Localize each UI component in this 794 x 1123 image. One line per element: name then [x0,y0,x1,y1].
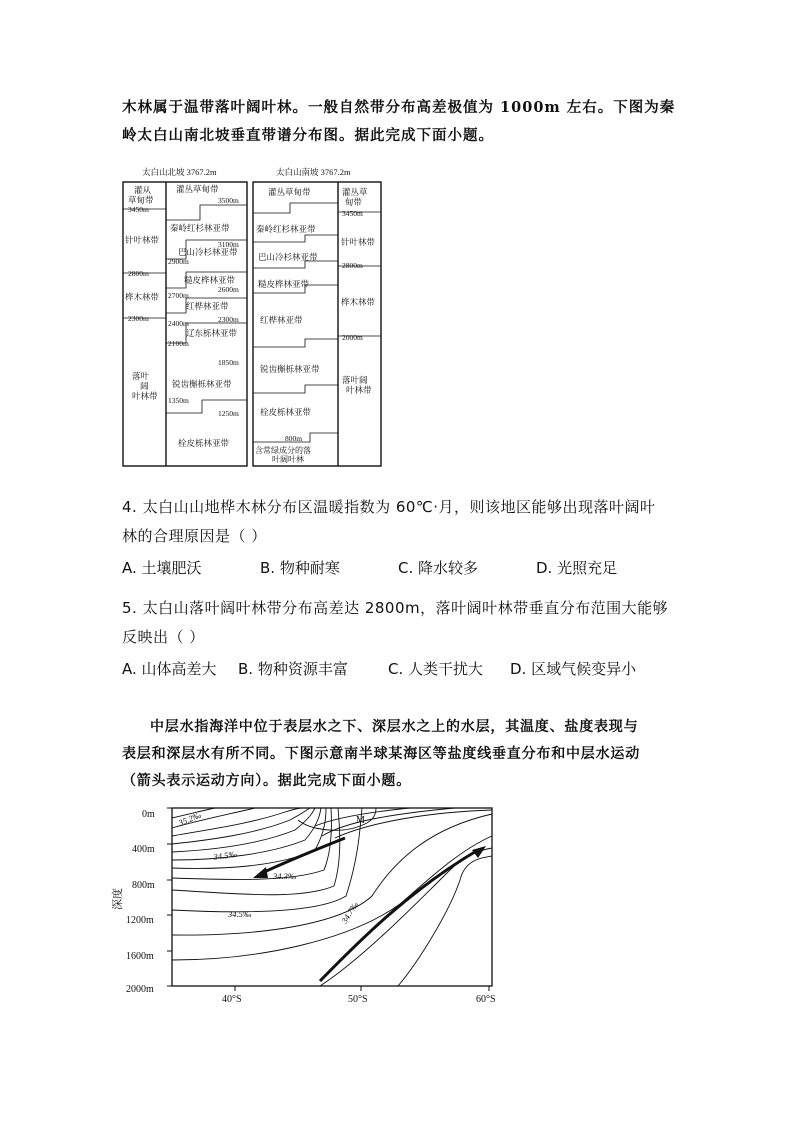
north-belt-label: 针叶林带 [125,235,160,245]
south-subbelt-label: 巴山冷杉林亚带 [258,252,318,262]
south-belt-alt: 2800m [342,261,363,270]
salinity-isoline-figure [110,800,520,1010]
north-belt-alt: 2300m [128,314,149,323]
intro-paragraph-1 [122,94,682,150]
option-b[interactable]: B. 物种资源丰富 [238,660,348,678]
north-subbelt-label: 巴山冷杉林亚带 [178,247,238,257]
south-belt-label: 针叶林带 [341,237,376,247]
isoline-label: 34.5‰ [212,848,238,862]
north-subbelt-label: 辽东栎林亚带 [186,328,238,338]
y-tick-label: 1200m [126,915,154,926]
north-subbelt-alt: 2600m [218,285,239,294]
x-tick-label: 60°S [476,994,496,1005]
intro-line: 表层和深层水有所不同。下图示意南半球某海区等盐度线垂直分布和中层水运动 [122,746,640,762]
y-tick-label: 2000m [126,984,154,995]
south-subbelt-label: 含常绿成分的落 [255,446,311,455]
north-belt-label: 灌从 [134,185,152,195]
x-tick-label: 40°S [222,994,242,1005]
option-d[interactable]: D. 光照充足 [536,559,618,577]
north-subbelt-label: 灌丛草甸带 [176,184,219,194]
intro-line: 岭太白山南北坡垂直带谱分布图。据此完成下面小题。 [122,127,494,144]
question-line: 4. 太白山山地桦木林分布区温暖指数为 60℃·月，则该地区能够出现落叶阔叶 [122,498,656,516]
question-line: 反映出（ ） [122,628,205,646]
question-4 [122,493,682,551]
north-belt-label: 草甸带 [128,195,154,205]
north-belt-label: 落叶 [132,371,150,381]
north-subbelt-label: 锐齿槲栎林亚带 [172,379,232,389]
south-subbelt-label: 糙皮桦林亚带 [258,279,310,289]
north-belt-label: 桦木林带 [125,292,160,302]
north-subbelt-alt: 1850m [218,358,239,367]
south-subbelt-alt: 800m [285,434,303,443]
intro-line: 中层水指海洋中位于表层水之下、深层水之上的水层，其温度、盐度表现与 [150,719,639,735]
north-belt-alt: 3450m [128,205,149,214]
north-subbelt-alt: 2900m [168,257,189,266]
option-c[interactable]: C. 降水较多 [398,559,479,577]
south-subbelt-label: 锐齿槲栎林亚带 [260,364,320,374]
north-belt-label: 阔 [140,381,149,391]
question-5 [122,594,682,652]
intro-line: （箭头表示运动方向）。据此完成下面小题。 [122,773,411,789]
question-4-options [122,557,682,579]
intro-paragraph-2 [122,714,677,795]
intro-line: 木林属于温带落叶阔叶林。一般自然带分布高差极值为 1000m 左右。下图为秦 [122,99,676,116]
option-c[interactable]: C. 人类干扰大 [388,660,484,678]
north-belt-label: 叶林带 [132,391,158,401]
y-axis-label: 深度 [112,888,124,910]
north-subbelt-label: 糙皮桦林亚带 [184,275,236,285]
y-tick-label: 1600m [126,951,154,962]
north-subbelt-alt: 2100m [168,339,189,348]
north-subbelt-alt: 2400m [168,319,189,328]
north-belt-alt: 2800m [128,269,149,278]
question-line: 林的合理原因是（ ） [122,527,267,545]
south-subbelt-label: 灌丛草甸带 [268,187,311,197]
south-subbelt-label: 栓皮栎林亚带 [260,407,312,417]
north-subbelt-alt: 3100m [218,240,239,249]
north-subbelt-alt: 2700m [168,291,189,300]
south-subbelt-label: 秦岭红杉林亚带 [256,224,316,234]
south-subbelt-label: 红桦林亚带 [260,315,303,325]
option-a[interactable]: A. 山体高差大 [122,660,217,678]
y-tick-label: 0m [142,809,155,820]
option-b[interactable]: B. 物种耐寒 [260,559,340,577]
question-line: 5. 太白山落叶阔叶林带分布高差达 2800m，落叶阔叶林带垂直分布范围大能够 [122,599,669,617]
south-belt-label: 灌丛草 [342,187,368,197]
north-subbelt-alt: 2300m [218,315,239,324]
south-belt-alt: 2000m [342,333,363,342]
south-belt-alt: 3450m [342,209,363,218]
north-subbelt-alt: 1250m [218,409,239,418]
south-belt-label: 叶林带 [346,385,372,395]
south-belt-label: 桦木林带 [341,297,376,307]
y-tick-label: 800m [132,880,155,891]
south-slope-title: 太白山南坡 3767.2m [276,167,351,177]
north-subbelt-alt: 1350m [168,396,189,405]
option-a[interactable]: A. 土壤肥沃 [122,559,202,577]
isoline-label: 34.3‰ [273,871,297,881]
north-subbelt-alt: 3500m [218,196,239,205]
option-d[interactable]: D. 区域气候变异小 [510,660,637,678]
point-m-label: M [356,815,365,826]
north-subbelt-label: 栓皮栎林亚带 [178,438,230,448]
south-belt-label: 落叶阔 [342,375,368,385]
question-5-options [122,658,682,680]
south-belt-label: 甸带 [345,197,363,207]
y-tick-label: 400m [132,844,155,855]
isoline-label: 34.7‰ [339,899,361,926]
vegetation-belt-figure [120,165,382,470]
north-subbelt-label: 红桦林亚带 [186,301,229,311]
isoline-label: 34.5‰ [228,909,252,919]
north-slope-title: 太白山北坡 3767.2m [142,167,217,177]
north-subbelt-label: 秦岭红杉林亚带 [170,223,230,233]
x-tick-label: 50°S [348,994,368,1005]
south-subbelt-label: 叶阔叶林 [272,455,304,464]
isoline-label: 35.2‰ [177,809,203,828]
